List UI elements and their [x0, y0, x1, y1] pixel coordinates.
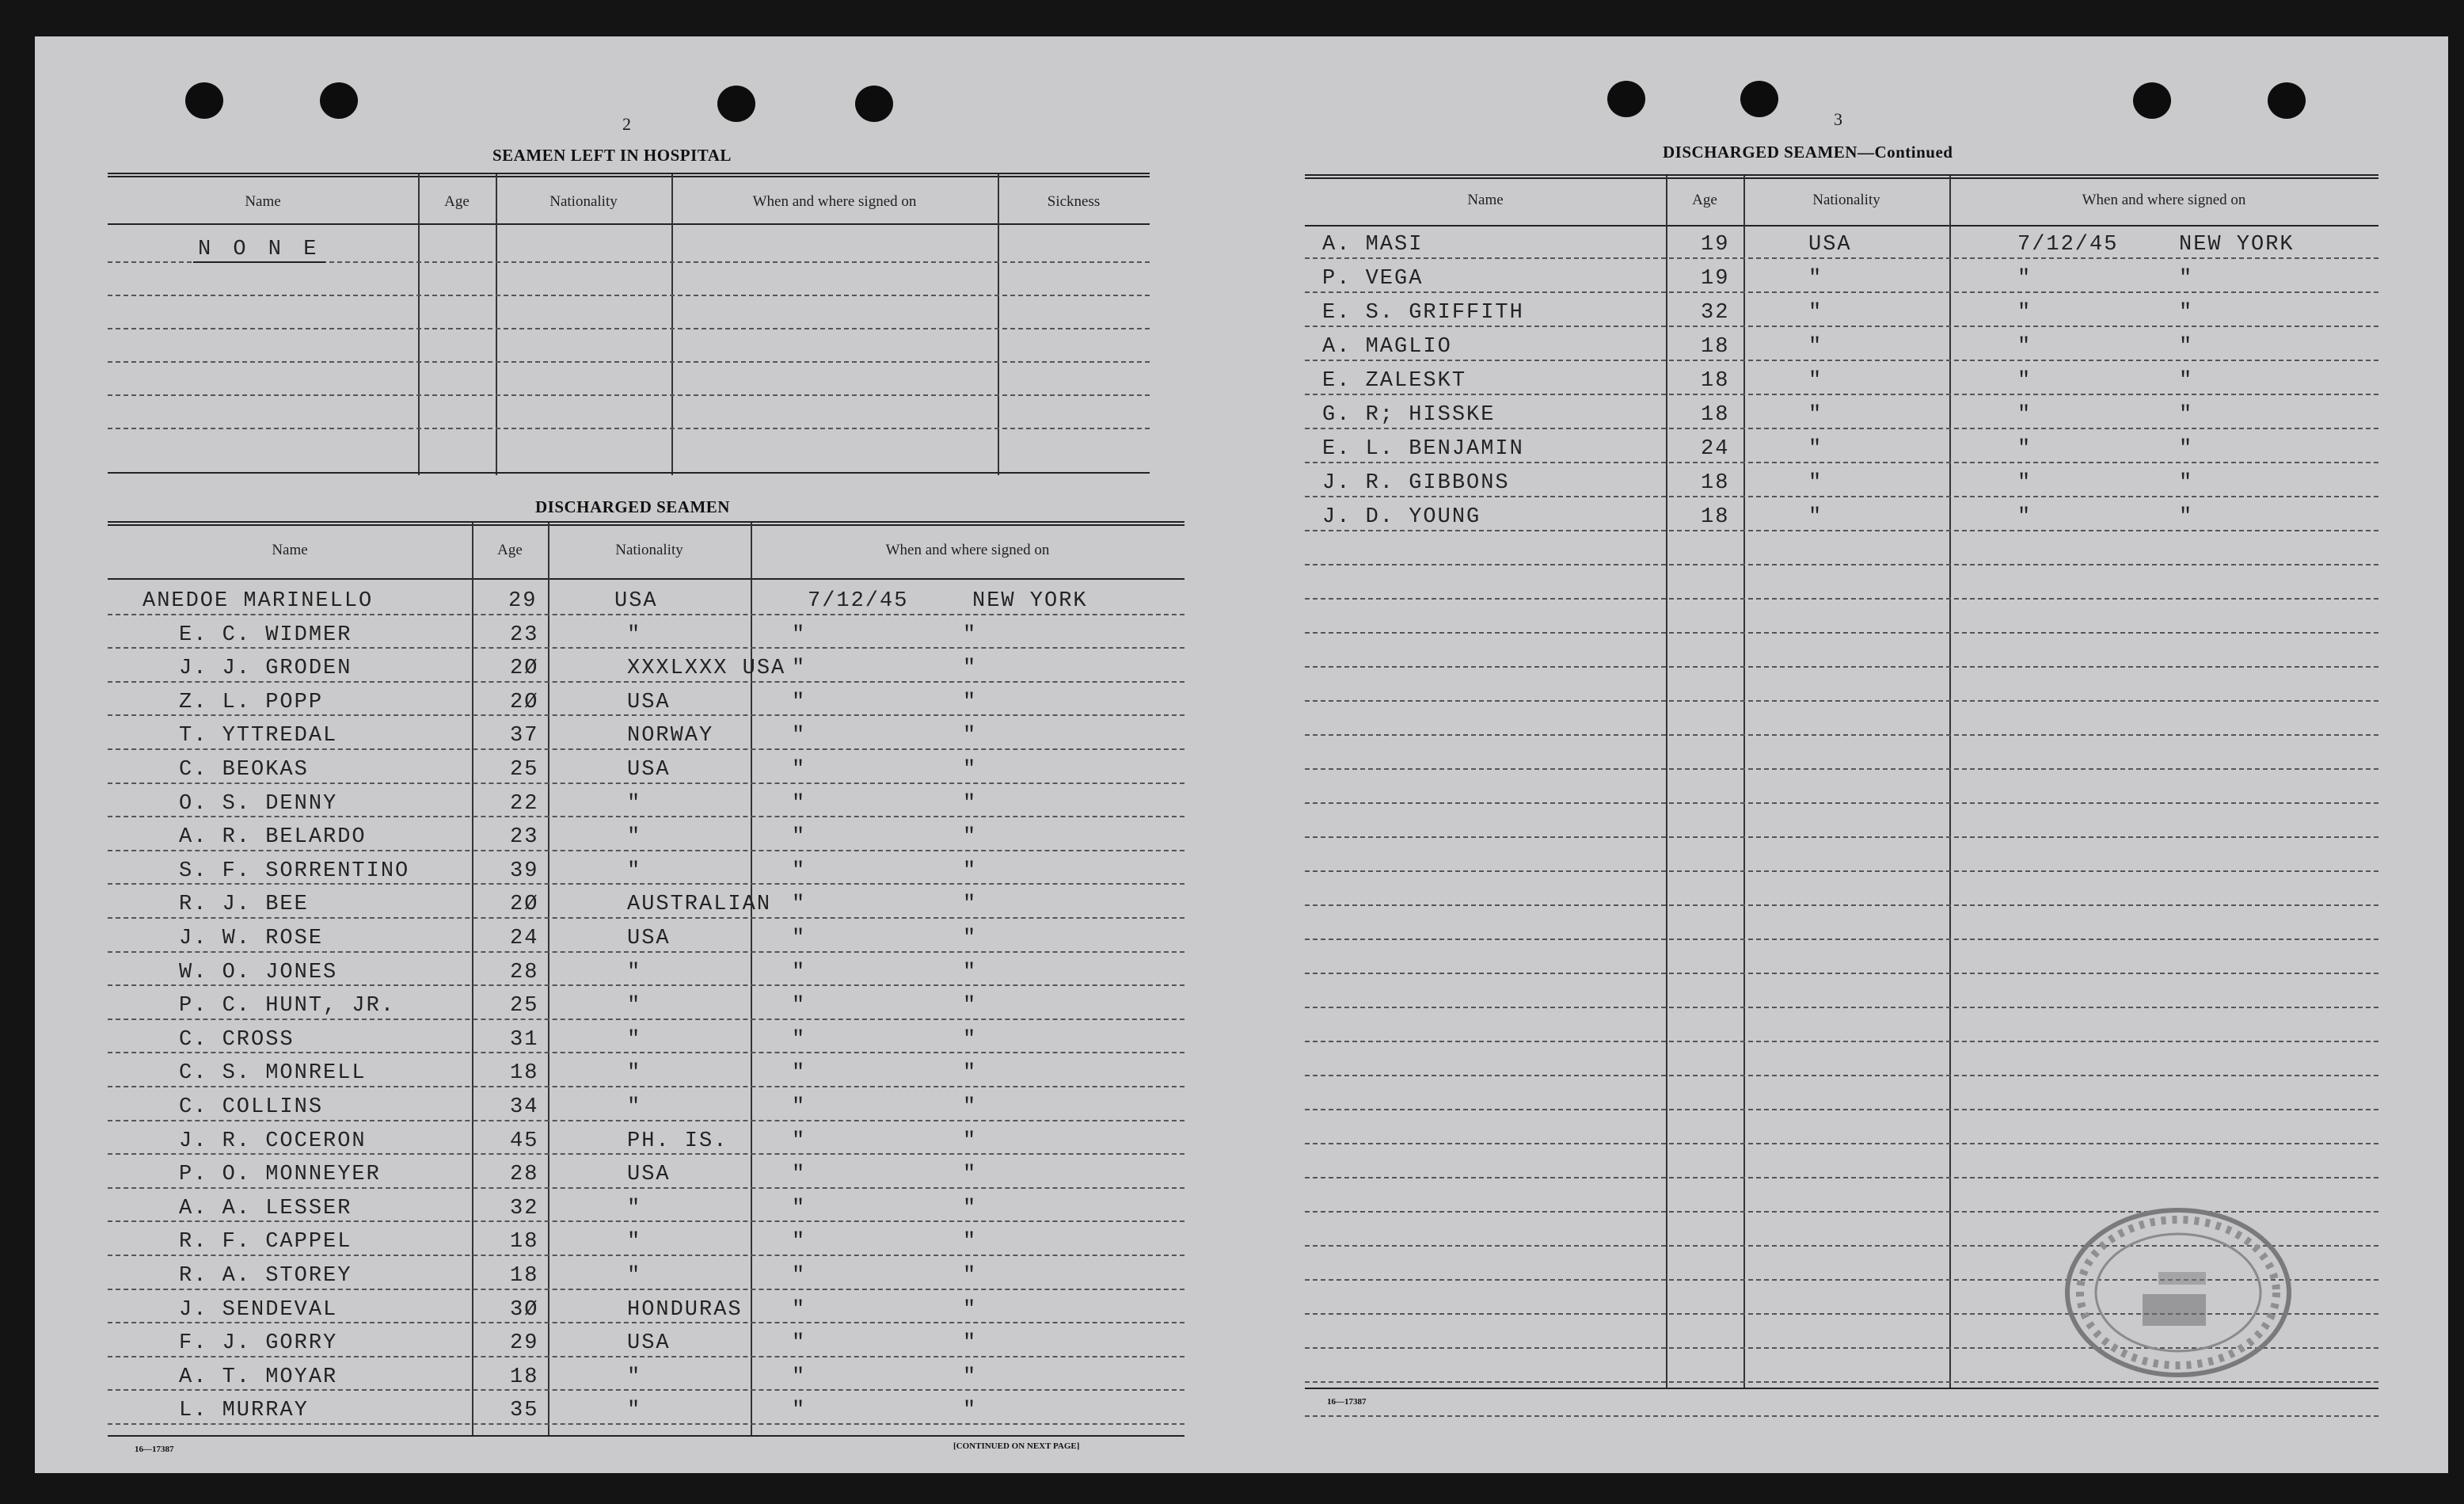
signed-on-place: " — [963, 1196, 978, 1220]
signed-on-place: " — [963, 1365, 978, 1389]
signed-on-date: " — [792, 724, 807, 748]
seaman-nationality: " — [1808, 267, 1823, 291]
page-number-right: 3 — [1834, 109, 1842, 129]
signed-on-place: " — [963, 1230, 978, 1255]
seaman-name: J. J. GRODEN — [179, 657, 352, 681]
seaman-age: 24 — [510, 927, 539, 950]
seaman-age: 23 — [510, 623, 539, 647]
seaman-nationality: USA — [1808, 233, 1852, 257]
empty-row-rule — [1305, 632, 2378, 634]
row-rule — [1305, 291, 2378, 293]
empty-row-rule — [1305, 734, 2378, 736]
hospital-section-title: SEAMEN LEFT IN HOSPITAL — [492, 146, 732, 165]
seaman-age: 18 — [1701, 369, 1730, 393]
seaman-name: F. J. GORRY — [179, 1331, 338, 1356]
empty-row-rule — [1305, 1381, 2378, 1383]
signed-on-place: " — [963, 960, 978, 984]
seaman-name: P. C. HUNT, JR. — [179, 994, 396, 1019]
empty-row-rule — [1305, 1415, 2378, 1417]
seaman-age: 39 — [510, 859, 539, 883]
empty-row-rule — [1305, 836, 2378, 838]
seaman-age: 25 — [510, 758, 539, 782]
signed-on-date: " — [792, 927, 807, 950]
signed-on-date: " — [2017, 301, 2032, 325]
row-rule — [108, 1389, 1184, 1391]
seaman-name: C. S. MONRELL — [179, 1061, 367, 1086]
seaman-age: 25 — [510, 994, 539, 1019]
signed-on-place: " — [963, 724, 978, 748]
seaman-nationality: " — [627, 960, 642, 984]
seaman-age: 31 — [510, 1027, 539, 1052]
row-rule — [1305, 496, 2378, 497]
seaman-age: 35 — [510, 1399, 539, 1423]
seaman-age: 45 — [510, 1129, 539, 1153]
seaman-name: G. R; HISSKE — [1322, 403, 1496, 427]
seaman-name: J. R. COCERON — [179, 1129, 367, 1153]
row-rule — [108, 681, 1184, 683]
punch-hole — [2133, 82, 2171, 119]
seaman-name: E. S. GRIFFITH — [1322, 301, 1524, 325]
seaman-nationality: " — [627, 1230, 642, 1255]
signed-on-date: " — [2017, 505, 2032, 529]
punch-hole — [2268, 82, 2306, 119]
signed-on-place: " — [963, 1264, 978, 1288]
signed-on-place: " — [963, 1061, 978, 1086]
row-rule — [1305, 326, 2378, 327]
signed-on-place: " — [963, 623, 978, 647]
signed-on-place: " — [963, 1297, 978, 1322]
signed-on-date: " — [792, 623, 807, 647]
row-rule — [108, 1289, 1184, 1290]
signed-on-date: 7/12/45 — [2017, 233, 2119, 257]
seaman-name: S. F. SORRENTINO — [179, 859, 410, 883]
signed-on-date: " — [792, 1297, 807, 1322]
seaman-nationality: " — [627, 825, 642, 850]
signed-on-date: 7/12/45 — [808, 589, 909, 613]
empty-row-rule — [1305, 666, 2378, 668]
row-rule — [108, 1356, 1184, 1357]
seaman-name: C. CROSS — [179, 1027, 295, 1052]
seaman-nationality: " — [627, 1027, 642, 1052]
seaman-age: 2Ø — [510, 657, 539, 681]
row-rule — [108, 714, 1184, 716]
seaman-age: 37 — [510, 724, 539, 748]
punch-hole — [1607, 81, 1645, 117]
seaman-age: 24 — [1701, 437, 1730, 461]
signed-on-place: " — [2179, 471, 2194, 495]
seaman-age: 18 — [510, 1061, 539, 1086]
signed-on-place: " — [963, 1399, 978, 1423]
seaman-age: 32 — [1701, 301, 1730, 325]
row-rule — [108, 917, 1184, 919]
seaman-name: ANEDOE MARINELLO — [143, 589, 374, 613]
discharged-continued-title: DISCHARGED SEAMEN—Continued — [1663, 143, 1953, 162]
seaman-age: 29 — [508, 589, 538, 613]
signed-on-date: " — [792, 1095, 807, 1119]
row-rule — [108, 782, 1184, 784]
signed-on-date: " — [792, 791, 807, 816]
signed-on-place: " — [963, 859, 978, 883]
signed-on-date: " — [792, 1365, 807, 1389]
seaman-nationality: " — [627, 1264, 642, 1288]
seaman-age: 19 — [1701, 267, 1730, 291]
row-rule — [1305, 360, 2378, 361]
document-sheet — [35, 36, 2448, 1473]
row-rule — [108, 1019, 1184, 1020]
seaman-age: 34 — [510, 1095, 539, 1119]
signed-on-date: " — [792, 893, 807, 917]
signed-on-date: " — [792, 1264, 807, 1288]
signed-on-place: " — [963, 758, 978, 782]
signed-on-place: " — [2179, 301, 2194, 325]
signed-on-place: " — [2179, 369, 2194, 393]
signed-on-date: " — [792, 1129, 807, 1153]
seaman-age: 18 — [510, 1365, 539, 1389]
signed-on-date: " — [2017, 403, 2032, 427]
row-rule — [108, 850, 1184, 851]
seaman-age: 23 — [510, 825, 539, 850]
empty-row-rule — [1305, 1177, 2378, 1178]
signed-on-place: NEW YORK — [972, 589, 1088, 613]
hospital-none-entry: N O N E — [193, 238, 325, 263]
seaman-name: Z. L. POPP — [179, 690, 324, 714]
seaman-age: 29 — [510, 1331, 539, 1356]
signed-on-date: " — [2017, 267, 2032, 291]
signed-on-place: " — [963, 1331, 978, 1356]
signed-on-date: " — [792, 859, 807, 883]
circular-stamp-icon — [2055, 1199, 2301, 1381]
signed-on-date: " — [2017, 369, 2032, 393]
empty-row-rule — [1305, 564, 2378, 565]
seaman-nationality: " — [627, 623, 642, 647]
empty-row-rule — [1305, 802, 2378, 804]
seaman-age: 18 — [1701, 335, 1730, 359]
empty-row-rule — [1305, 870, 2378, 872]
seaman-name: E. ZALESKT — [1322, 369, 1467, 393]
punch-hole — [320, 82, 358, 119]
seaman-name: A. MAGLIO — [1322, 335, 1452, 359]
signed-on-place: NEW YORK — [2179, 233, 2295, 257]
row-rule — [108, 1220, 1184, 1222]
seaman-age: 2Ø — [510, 893, 539, 917]
row-rule — [1305, 257, 2378, 259]
signed-on-place: " — [963, 1129, 978, 1153]
seaman-age: 3Ø — [510, 1297, 539, 1322]
signed-on-place: " — [963, 927, 978, 950]
seaman-age: 28 — [510, 1163, 539, 1187]
discharged-col-age: Age — [497, 542, 523, 558]
empty-row-rule — [1305, 973, 2378, 974]
signed-on-date: " — [792, 1399, 807, 1423]
punch-hole — [1740, 81, 1778, 117]
row-rule — [108, 1052, 1184, 1053]
seaman-name: P. VEGA — [1322, 267, 1424, 291]
hospital-col-signed-on: When and where signed on — [752, 193, 917, 210]
continued-col-age: Age — [1692, 192, 1717, 208]
hospital-col-nationality: Nationality — [549, 193, 618, 210]
row-rule — [108, 1120, 1184, 1121]
signed-on-date: " — [792, 1230, 807, 1255]
seaman-nationality: AUSTRALIAN — [627, 893, 772, 917]
empty-row-rule — [1305, 598, 2378, 600]
signed-on-place: " — [2179, 505, 2194, 529]
signed-on-date: " — [792, 1163, 807, 1187]
row-rule — [108, 1322, 1184, 1323]
hospital-col-name: Name — [245, 193, 281, 210]
seaman-name: A. A. LESSER — [179, 1196, 352, 1220]
row-rule — [108, 748, 1184, 750]
seaman-name: C. BEOKAS — [179, 758, 309, 782]
row-rule — [108, 1423, 1184, 1425]
seaman-nationality: USA — [627, 690, 671, 714]
seaman-nationality: " — [627, 859, 642, 883]
discharged-table — [108, 521, 1184, 1437]
seaman-nationality: " — [627, 1196, 642, 1220]
seaman-nationality: NORWAY — [627, 724, 714, 748]
row-rule — [108, 816, 1184, 817]
seaman-nationality: " — [1808, 335, 1823, 359]
seaman-name: W. O. JONES — [179, 960, 338, 984]
empty-row-rule — [1305, 1075, 2378, 1076]
discharged-section-title: DISCHARGED SEAMEN — [535, 497, 730, 516]
seaman-nationality: " — [1808, 403, 1823, 427]
signed-on-place: " — [963, 1027, 978, 1052]
seaman-nationality: PH. IS. — [627, 1129, 728, 1153]
seaman-name: R. F. CAPPEL — [179, 1230, 352, 1255]
seaman-name: A. R. BELARDO — [179, 825, 367, 850]
row-rule — [108, 951, 1184, 953]
seaman-name: C. COLLINS — [179, 1095, 324, 1119]
empty-row-rule — [1305, 1143, 2378, 1144]
seaman-nationality: HONDURAS — [627, 1297, 743, 1322]
row-rule — [108, 614, 1184, 615]
seaman-nationality: " — [1808, 369, 1823, 393]
empty-row-rule — [1305, 939, 2378, 940]
empty-row-rule — [1305, 1109, 2378, 1110]
row-rule — [1305, 428, 2378, 429]
empty-row-rule — [1305, 904, 2378, 906]
seaman-name: J. D. YOUNG — [1322, 505, 1481, 529]
signed-on-date: " — [792, 1061, 807, 1086]
signed-on-date: " — [792, 657, 807, 681]
seaman-nationality: " — [627, 994, 642, 1019]
form-number-right: 16—17387 — [1327, 1397, 1367, 1407]
signed-on-date: " — [2017, 335, 2032, 359]
empty-row-rule — [1305, 1007, 2378, 1008]
row-rule — [1305, 394, 2378, 395]
seaman-nationality: USA — [627, 927, 671, 950]
seaman-age: 22 — [510, 791, 539, 816]
signed-on-date: " — [792, 825, 807, 850]
seaman-name: P. O. MONNEYER — [179, 1163, 381, 1187]
seaman-nationality: " — [627, 1061, 642, 1086]
signed-on-place: " — [963, 994, 978, 1019]
seaman-nationality: " — [1808, 505, 1823, 529]
seaman-nationality: USA — [627, 1163, 671, 1187]
seaman-name: R. J. BEE — [179, 893, 309, 917]
seaman-age: 2Ø — [510, 690, 539, 714]
seaman-age: 32 — [510, 1196, 539, 1220]
signed-on-place: " — [2179, 267, 2194, 291]
hospital-col-age: Age — [444, 193, 470, 210]
seaman-nationality: " — [1808, 301, 1823, 325]
page-number-left: 2 — [622, 114, 631, 134]
row-rule — [108, 647, 1184, 649]
seaman-name: A. MASI — [1322, 233, 1424, 257]
signed-on-date: " — [792, 1331, 807, 1356]
signed-on-date: " — [2017, 471, 2032, 495]
punch-hole — [717, 86, 755, 122]
seaman-age: 18 — [1701, 471, 1730, 495]
continued-note: [CONTINUED ON NEXT PAGE] — [953, 1441, 1080, 1451]
signed-on-date: " — [792, 960, 807, 984]
seaman-nationality: XXXLXXX USA — [627, 657, 786, 681]
seaman-name: A. T. MOYAR — [179, 1365, 338, 1389]
hospital-col-sickness: Sickness — [1047, 193, 1101, 210]
seaman-age: 19 — [1701, 233, 1730, 257]
seaman-age: 18 — [510, 1230, 539, 1255]
discharged-col-name: Name — [272, 542, 308, 558]
continued-col-signed-on: When and where signed on — [2082, 192, 2246, 208]
seaman-nationality: " — [1808, 437, 1823, 461]
signed-on-place: " — [963, 657, 978, 681]
row-rule — [1305, 530, 2378, 531]
row-rule — [108, 984, 1184, 986]
continued-col-name: Name — [1467, 192, 1504, 208]
continued-col-nationality: Nationality — [1812, 192, 1880, 208]
empty-row-rule — [1305, 768, 2378, 770]
seaman-nationality: " — [1808, 471, 1823, 495]
seaman-nationality: USA — [627, 1331, 671, 1356]
signed-on-place: " — [963, 690, 978, 714]
signed-on-place: " — [963, 825, 978, 850]
signed-on-date: " — [792, 758, 807, 782]
signed-on-place: " — [2179, 335, 2194, 359]
row-rule — [108, 1153, 1184, 1155]
seaman-name: J. R. GIBBONS — [1322, 471, 1510, 495]
signed-on-date: " — [792, 1196, 807, 1220]
signed-on-place: " — [2179, 437, 2194, 461]
signed-on-place: " — [2179, 403, 2194, 427]
seaman-nationality: " — [627, 1365, 642, 1389]
signed-on-date: " — [792, 690, 807, 714]
seaman-age: 18 — [510, 1264, 539, 1288]
signed-on-date: " — [792, 1027, 807, 1052]
seaman-nationality: USA — [614, 589, 658, 613]
seaman-name: R. A. STOREY — [179, 1264, 352, 1288]
seaman-nationality: " — [627, 791, 642, 816]
seaman-age: 28 — [510, 960, 539, 984]
row-rule — [1305, 462, 2378, 463]
row-rule — [108, 1255, 1184, 1256]
punch-hole — [185, 82, 223, 119]
form-number-left: 16—17387 — [135, 1445, 174, 1454]
seaman-name: T. YTTREDAL — [179, 724, 338, 748]
signed-on-date: " — [792, 994, 807, 1019]
seaman-nationality: USA — [627, 758, 671, 782]
seaman-age: 18 — [1701, 505, 1730, 529]
signed-on-place: " — [963, 1095, 978, 1119]
seaman-name: J. W. ROSE — [179, 927, 324, 950]
seaman-name: J. SENDEVAL — [179, 1297, 338, 1322]
row-rule — [108, 883, 1184, 885]
discharged-col-signed-on: When and where signed on — [885, 542, 1050, 558]
seaman-nationality: " — [627, 1095, 642, 1119]
seaman-name: O. S. DENNY — [179, 791, 338, 816]
seaman-age: 18 — [1701, 403, 1730, 427]
signed-on-place: " — [963, 893, 978, 917]
hospital-table — [108, 173, 1150, 475]
empty-row-rule — [1305, 700, 2378, 702]
signed-on-place: " — [963, 791, 978, 816]
seaman-name: E. L. BENJAMIN — [1322, 437, 1524, 461]
discharged-col-nationality: Nationality — [615, 542, 683, 558]
seaman-nationality: " — [627, 1399, 642, 1423]
signed-on-date: " — [2017, 437, 2032, 461]
seaman-name: E. C. WIDMER — [179, 623, 352, 647]
seaman-name: L. MURRAY — [179, 1399, 309, 1423]
row-rule — [108, 1086, 1184, 1087]
empty-row-rule — [1305, 1041, 2378, 1042]
signed-on-place: " — [963, 1163, 978, 1187]
punch-hole — [855, 86, 893, 122]
row-rule — [108, 1187, 1184, 1189]
